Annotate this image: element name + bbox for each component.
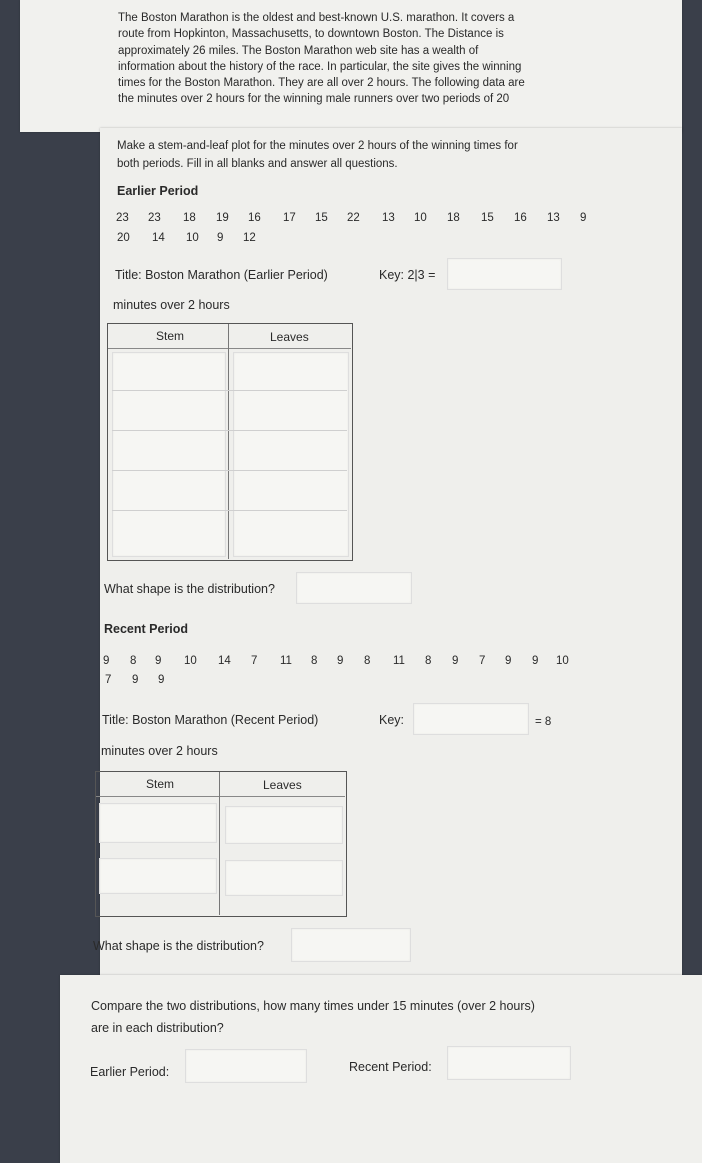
intro-line: times for the Boston Marathon. They are all over 2 hours. The following data are [118,77,525,90]
data-value: 8 [364,655,371,667]
earlier-title: Title: Boston Marathon (Earlier Period) [115,268,328,282]
earlier-shape-question: What shape is the distribution? [104,582,275,596]
recent-key-answer-field[interactable] [413,703,529,735]
data-value: 10 [184,655,197,667]
compare-recent-answer-field[interactable] [447,1046,571,1080]
earlier-key-answer-field[interactable] [447,258,562,290]
data-value: 9 [217,232,224,244]
recent-leaves-input[interactable] [225,806,343,844]
instructions-line: both periods. Fill in all blanks and answer all questions. [117,158,398,170]
earlier-row-line [112,470,347,471]
data-value: 16 [248,212,261,224]
recent-key-suffix: = 8 [535,716,552,728]
recent-heading: Recent Period [104,622,189,636]
data-value: 17 [283,212,296,224]
compare-line: Compare the two distributions, how many times under 15 minutes (over 2 hours) [91,999,535,1013]
recent-header-divider [96,796,345,797]
data-value: 15 [315,212,328,224]
data-value: 18 [447,212,460,224]
data-value: 7 [105,674,112,686]
data-value: 23 [116,212,129,224]
data-value: 15 [481,212,494,224]
compare-question [91,995,535,1039]
instructions [117,137,518,173]
recent-units: minutes over 2 hours [101,744,218,758]
compare-earlier-answer-field[interactable] [185,1049,307,1083]
data-value: 22 [347,212,360,224]
recent-shape-question: What shape is the distribution? [93,939,264,953]
intro-line: route from Hopkinton, Massachusetts, to downtown Boston. The Distance is [118,28,504,41]
recent-key-label: Key: [379,713,405,727]
recent-column-divider [219,772,220,915]
data-value: 14 [218,655,231,667]
data-value: 9 [158,674,165,686]
intro-line: information about the history of the race. In particular, the site gives the winning [118,60,522,73]
data-value: 9 [505,655,512,667]
earlier-leaves-header: Leaves [270,330,309,344]
data-value: 8 [311,655,318,667]
data-value: 11 [280,655,292,667]
earlier-units: minutes over 2 hours [113,298,230,312]
data-value: 9 [103,655,110,667]
earlier-shape-answer-field[interactable] [296,572,412,604]
earlier-leaves-input[interactable] [233,352,349,557]
data-value: 12 [243,232,256,244]
earlier-heading: Earlier Period [117,184,199,198]
intro-line: The Boston Marathon is the oldest and best-known U.S. marathon. It covers a [118,12,515,24]
intro-line: the minutes over 2 hours for the winning male runners over two periods of 20 [118,93,510,106]
earlier-key-label: Key: 2|3 = [379,268,436,282]
earlier-row-line [112,390,347,391]
data-value: 9 [452,655,459,667]
data-value: 10 [186,232,199,244]
earlier-row-line [112,430,347,431]
earlier-stem-header: Stem [156,329,185,343]
recent-stem-input[interactable] [99,803,217,843]
data-value: 7 [479,655,486,667]
earlier-header-divider [108,348,351,349]
recent-leaves-input[interactable] [225,860,343,896]
earlier-column-divider [228,324,229,559]
data-value: 20 [117,232,130,244]
intro-paragraph [118,10,598,108]
compare-earlier-label: Earlier Period: [90,1065,170,1079]
data-value: 13 [382,212,395,224]
compare-recent-label: Recent Period: [349,1060,432,1074]
data-value: 16 [514,212,527,224]
instructions-line: Make a stem-and-leaf plot for the minutes over 2 hours of the winning times for [117,140,518,152]
recent-shape-answer-field[interactable] [291,928,411,962]
data-value: 18 [183,212,196,224]
compare-line: are in each distribution? [91,1021,224,1035]
data-value: 11 [393,655,405,667]
data-value: 10 [414,212,427,224]
data-value: 23 [148,212,161,224]
data-value: 9 [337,655,344,667]
data-value: 7 [251,655,258,667]
data-value: 8 [130,655,137,667]
data-value: 9 [580,212,587,224]
earlier-row-line [112,510,347,511]
data-value: 9 [532,655,539,667]
data-value: 9 [132,674,139,686]
data-value: 9 [155,655,162,667]
recent-stem-input[interactable] [99,858,217,894]
data-value: 8 [425,655,432,667]
intro-line: approximately 26 miles. The Boston Marathon web site has a wealth of [118,44,479,57]
data-value: 14 [152,232,165,244]
recent-leaves-header: Leaves [263,778,302,792]
data-value: 19 [216,212,229,224]
data-value: 13 [547,212,560,224]
data-value: 10 [556,655,569,667]
earlier-stem-input[interactable] [112,352,226,557]
recent-title: Title: Boston Marathon (Recent Period) [102,713,319,727]
recent-stem-header: Stem [146,777,175,791]
